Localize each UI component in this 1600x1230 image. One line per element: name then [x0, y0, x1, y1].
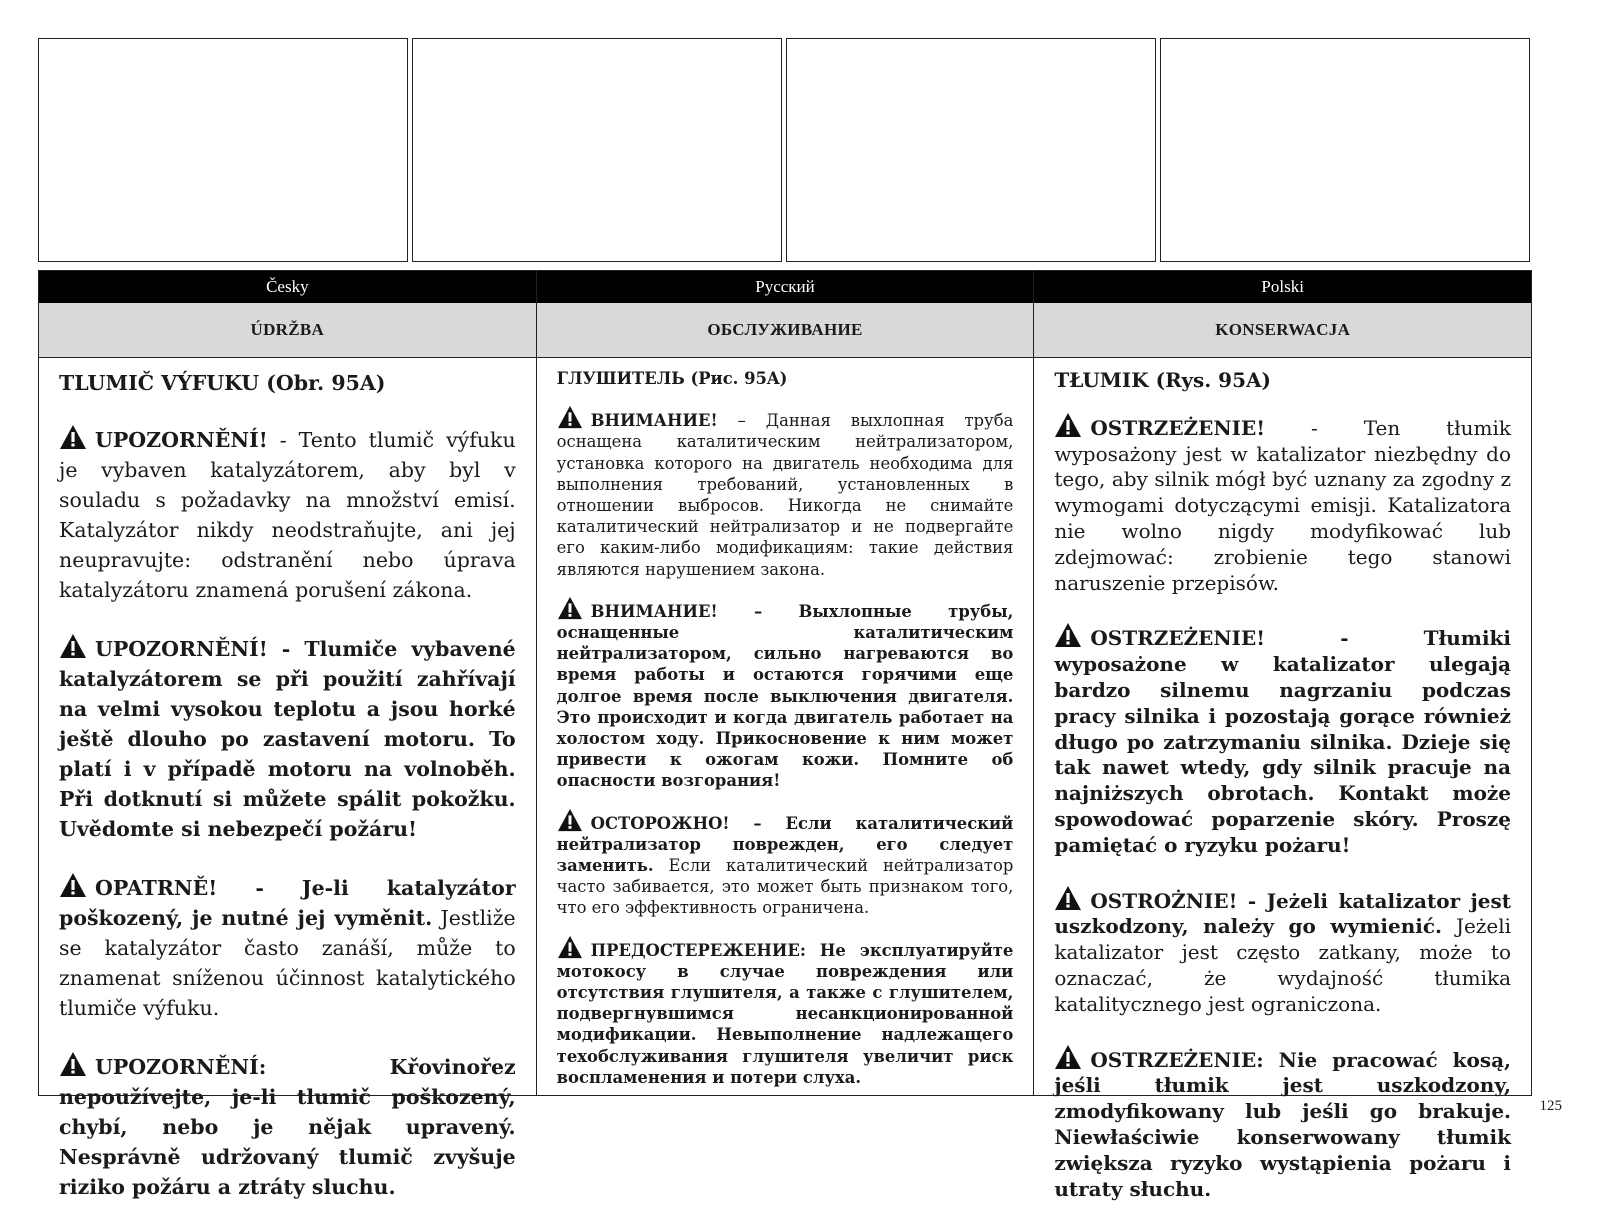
warning-triangle-icon: [59, 633, 87, 659]
warning-text: Jeżeli katalizator jest często zatkany, może to oznaczać, że wydajność tłumika katalitycznego jest ograniczona.: [1054, 914, 1512, 1016]
warning-triangle-icon: [59, 872, 87, 898]
figure-panel-4: [1160, 38, 1530, 262]
warning-text: – Данная выхлопная труба оснащена каталитическим нейтрализатором, установка которого на двигатель необходима для выполнения требований, установленных в отношении выбросов. Никогда не снимайте каталитический нейтрализатор и не подвергайте его каким-либо модификациям: такие действия являются нарушением закона.: [556, 411, 1014, 579]
warning-text: UPOZORNĚNÍ: Křovinořez nepoužívejte, je-li tlumič poškozený, chybí, nebo je nějak upravený. Nesprávně udržovaný tlumič zvyšuje riziko požáru a ztráty sluchu.: [59, 1055, 516, 1199]
column-russian: [536, 271, 1034, 1095]
translation-table: [38, 270, 1532, 1201]
column-czech: [39, 271, 536, 1199]
warning-label: UPOZORNĚNÍ!: [95, 428, 268, 452]
warning-paragraph-4: [557, 935, 1014, 1088]
language-header: Русский: [537, 271, 1034, 303]
warning-label: OSTRZEŻENIE!: [1090, 415, 1266, 440]
section-header: ОБСЛУЖИВАНИЕ: [537, 303, 1034, 358]
warning-text: ПРЕДОСТЕРЕЖЕНИЕ: Не эксплуатируйте мотокосу в случае повреждения или отсутствия глушителя, а также с глушителем, подвергнувшимся несанкционированной модификации. Невыполнение надлежащего техобслуживания глушителя увеличит риск воспламенения и потери слуха.: [556, 940, 1014, 1087]
warning-label: ВНИМАНИЕ!: [590, 411, 718, 431]
warning-bold-text: OSTROŻNIE! - Jeżeli katalizator jest uszkodzony, należy go wymienić.: [1054, 888, 1512, 939]
figure-panel-2: [412, 38, 782, 262]
warning-text: - Tento tlumič výfuku je vybaven katalyzátorem, aby byl v souladu s požadavky na množství emisí. Katalyzátor nikdy neodstraňujte, ani jej neupravujte: odstranění nebo úprava katalyzátoru znamená porušení zákona.: [59, 428, 516, 602]
warning-paragraph-2: [1054, 622, 1511, 858]
warning-triangle-icon: [1054, 412, 1082, 438]
column-body: [39, 358, 536, 1230]
figure-panel-3: [786, 38, 1156, 262]
warning-triangle-icon: [557, 808, 583, 832]
warning-triangle-icon: [557, 405, 583, 429]
figure-row: [38, 38, 1564, 264]
language-header: Polski: [1034, 271, 1531, 303]
warning-paragraph-3: [557, 808, 1014, 919]
heading: TŁUMIK (Rys. 95A): [1054, 368, 1271, 392]
warning-triangle-icon: [557, 596, 583, 620]
column-body: [537, 358, 1034, 1104]
warning-bold-text: OPATRNĚ! - Je-li katalyzátor poškozený, je nutné jej vyměnit.: [59, 876, 516, 930]
warning-text: ВНИМАНИЕ! – Выхлопные трубы, оснащенные каталитическим нейтрализатором, сильно нагреваются во время работы и остаются горячими еще долгое время после выключения двигателя. Это происходит и когда двигатель работает на холостом ходу. Прикосновение к ним может привести к ожогам кожи. Помните об опасности возгорания!: [556, 601, 1014, 791]
column-polish: [1033, 271, 1531, 1201]
warning-text: Если каталитический нейтрализатор часто забивается, это может быть признаком того, что его эффективность ограничена.: [556, 856, 1014, 918]
warning-text: UPOZORNĚNÍ! - Tlumiče vybavené katalyzátorem se při použití zahřívají na velmi vysokou teplotu a jsou horké ještě dlouho po zastavení motoru. To platí i v případě motoru na volnoběh. Při dotknutí si můžete spálit pokožku. Uvědomte si nebezpečí požáru!: [59, 637, 516, 841]
warning-paragraph-2: [557, 596, 1014, 792]
warning-paragraph-2: [59, 633, 516, 844]
warning-triangle-icon: [1054, 622, 1082, 648]
warning-triangle-icon: [59, 1051, 87, 1077]
section-header: KONSERWACJA: [1034, 303, 1531, 358]
warning-paragraph-3: [59, 872, 516, 1023]
heading: TLUMIČ VÝFUKU (Obr. 95A): [59, 371, 386, 395]
figure-panel-1: [38, 38, 408, 262]
warning-text: OSTRZEŻENIE! - Tłumiki wyposażone w katalizator ulegają bardzo silnemu nagrzaniu podczas pracy silnika i pozostają gorące również długo po zatrzymaniu silnika. Dzieje się tak nawet wtedy, gdy silnik pracuje na najniższych obrotach. Kontakt może spowodować poparzenie skóry. Proszę pamiętać o ryzyku pożaru!: [1054, 626, 1512, 857]
warning-triangle-icon: [557, 935, 583, 959]
warning-triangle-icon: [1054, 885, 1082, 911]
warning-triangle-icon: [59, 424, 87, 450]
warning-paragraph-1: [557, 405, 1014, 580]
warning-paragraph-4: [1054, 1044, 1511, 1203]
warning-bold-text: ОСТОРОЖНО! – Если каталитический нейтрализатор поврежден, его следует заменить.: [556, 813, 1014, 876]
page-number: 125: [1539, 1098, 1562, 1114]
warning-paragraph-1: [1054, 412, 1511, 597]
section-header: ÚDRŽBA: [39, 303, 536, 358]
warning-text: Jestliže se katalyzátor často zanáší, může to znamenat sníženou účinnost katalytického tlumiče výfuku.: [59, 906, 516, 1020]
language-header: Česky: [39, 271, 536, 303]
warning-triangle-icon: [1054, 1044, 1082, 1070]
heading: ГЛУШИТЕЛЬ (Рис. 95A): [556, 369, 788, 388]
warning-text: - Ten tłumik wyposażony jest w katalizator niezbędny do tego, aby silnik mógł być uznany za zgodny z wymogami dotyczącymi emisji. Katalizatora nie wolno nigdy modyfikować lub zdejmować: zrobienie tego stanowi naruszenie przepisów.: [1054, 415, 1512, 595]
warning-text: OSTRZEŻENIE: Nie pracować kosą, jeśli tłumik jest uszkodzony, zmodyfikowany lub jeśli go brakuje. Niewłaściwie konserwowany tłumik zwiększa ryzyko wystąpienia pożaru i utraty słuchu.: [1054, 1047, 1512, 1201]
column-body: [1034, 358, 1531, 1228]
warning-paragraph-1: [59, 424, 516, 605]
warning-paragraph-3: [1054, 885, 1511, 1018]
warning-paragraph-4: [59, 1051, 516, 1202]
